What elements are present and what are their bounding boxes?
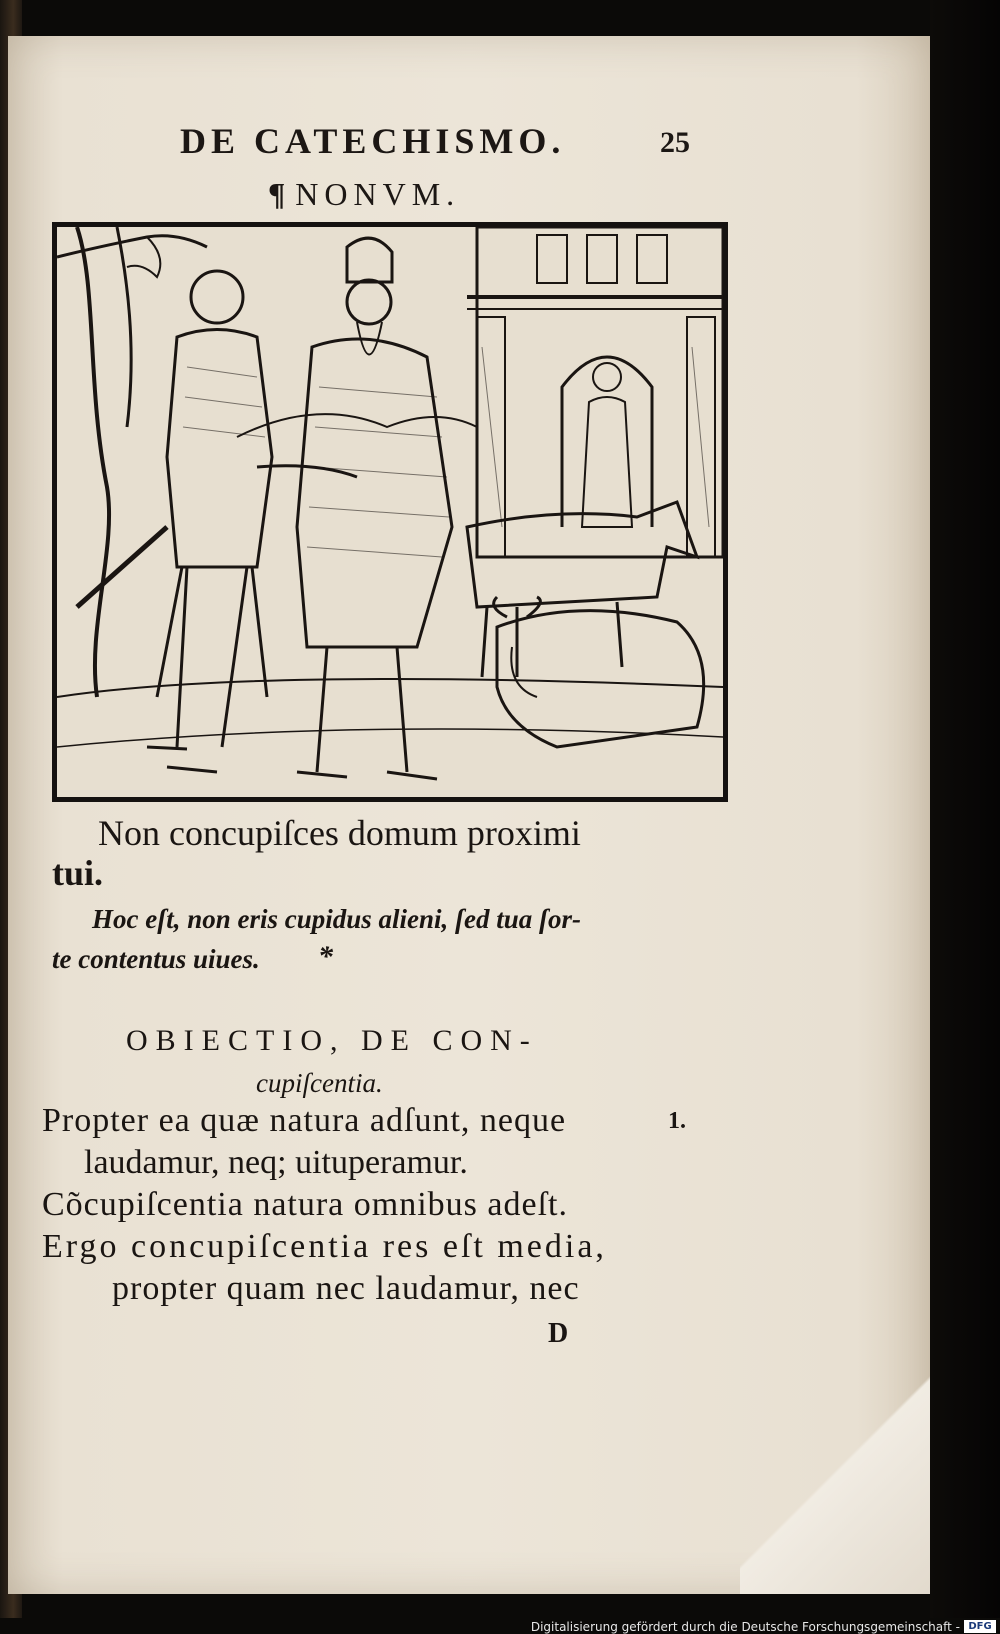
commandment-line-2: tui. bbox=[52, 853, 104, 893]
syllogism-minor: Cõcupiſcentia natura omnibus adeſt. bbox=[42, 1186, 568, 1223]
digitization-credit: Digitalisierung gefördert durch die Deutsche Forschungsgemeinschaft - bbox=[530, 1620, 960, 1634]
objectio-heading: OBIECTIO, DE CON- bbox=[126, 1024, 538, 1057]
commandment-line-1: Non concupiſces domum proximi bbox=[98, 813, 581, 853]
running-head-title: DE CATECHISMO. bbox=[180, 121, 566, 161]
pilcrow-mark: ¶ bbox=[268, 176, 292, 212]
page-number: 25 bbox=[660, 126, 690, 159]
syllogism-major-line-2: laudamur, neq; uituperamur. bbox=[84, 1144, 468, 1181]
syllogism-major-line-1: Propter ea quæ natura adſunt, neque bbox=[42, 1102, 567, 1139]
syllogism-conclusion-line-1: Ergo concupiſcentia res eſt media, bbox=[42, 1228, 607, 1265]
syllogism-conclusion-line-2: propter quam nec laudamur, nec bbox=[112, 1270, 580, 1307]
footer-bar bbox=[0, 1618, 1000, 1634]
dfg-logo: DFG bbox=[964, 1620, 996, 1633]
gloss-line-2: te contentus uiues. bbox=[52, 944, 260, 974]
section-title: NONVM. bbox=[295, 176, 461, 212]
gloss-asterisk: * bbox=[318, 940, 333, 973]
gloss-line-1: Hoc eſt, non eris cupidus alieni, ſed tua ſor- bbox=[92, 904, 582, 934]
objectio-heading-cont: cupiſcentia. bbox=[256, 1068, 383, 1098]
signature-mark: D bbox=[548, 1318, 569, 1349]
margin-note-number: 1. bbox=[668, 1108, 686, 1134]
